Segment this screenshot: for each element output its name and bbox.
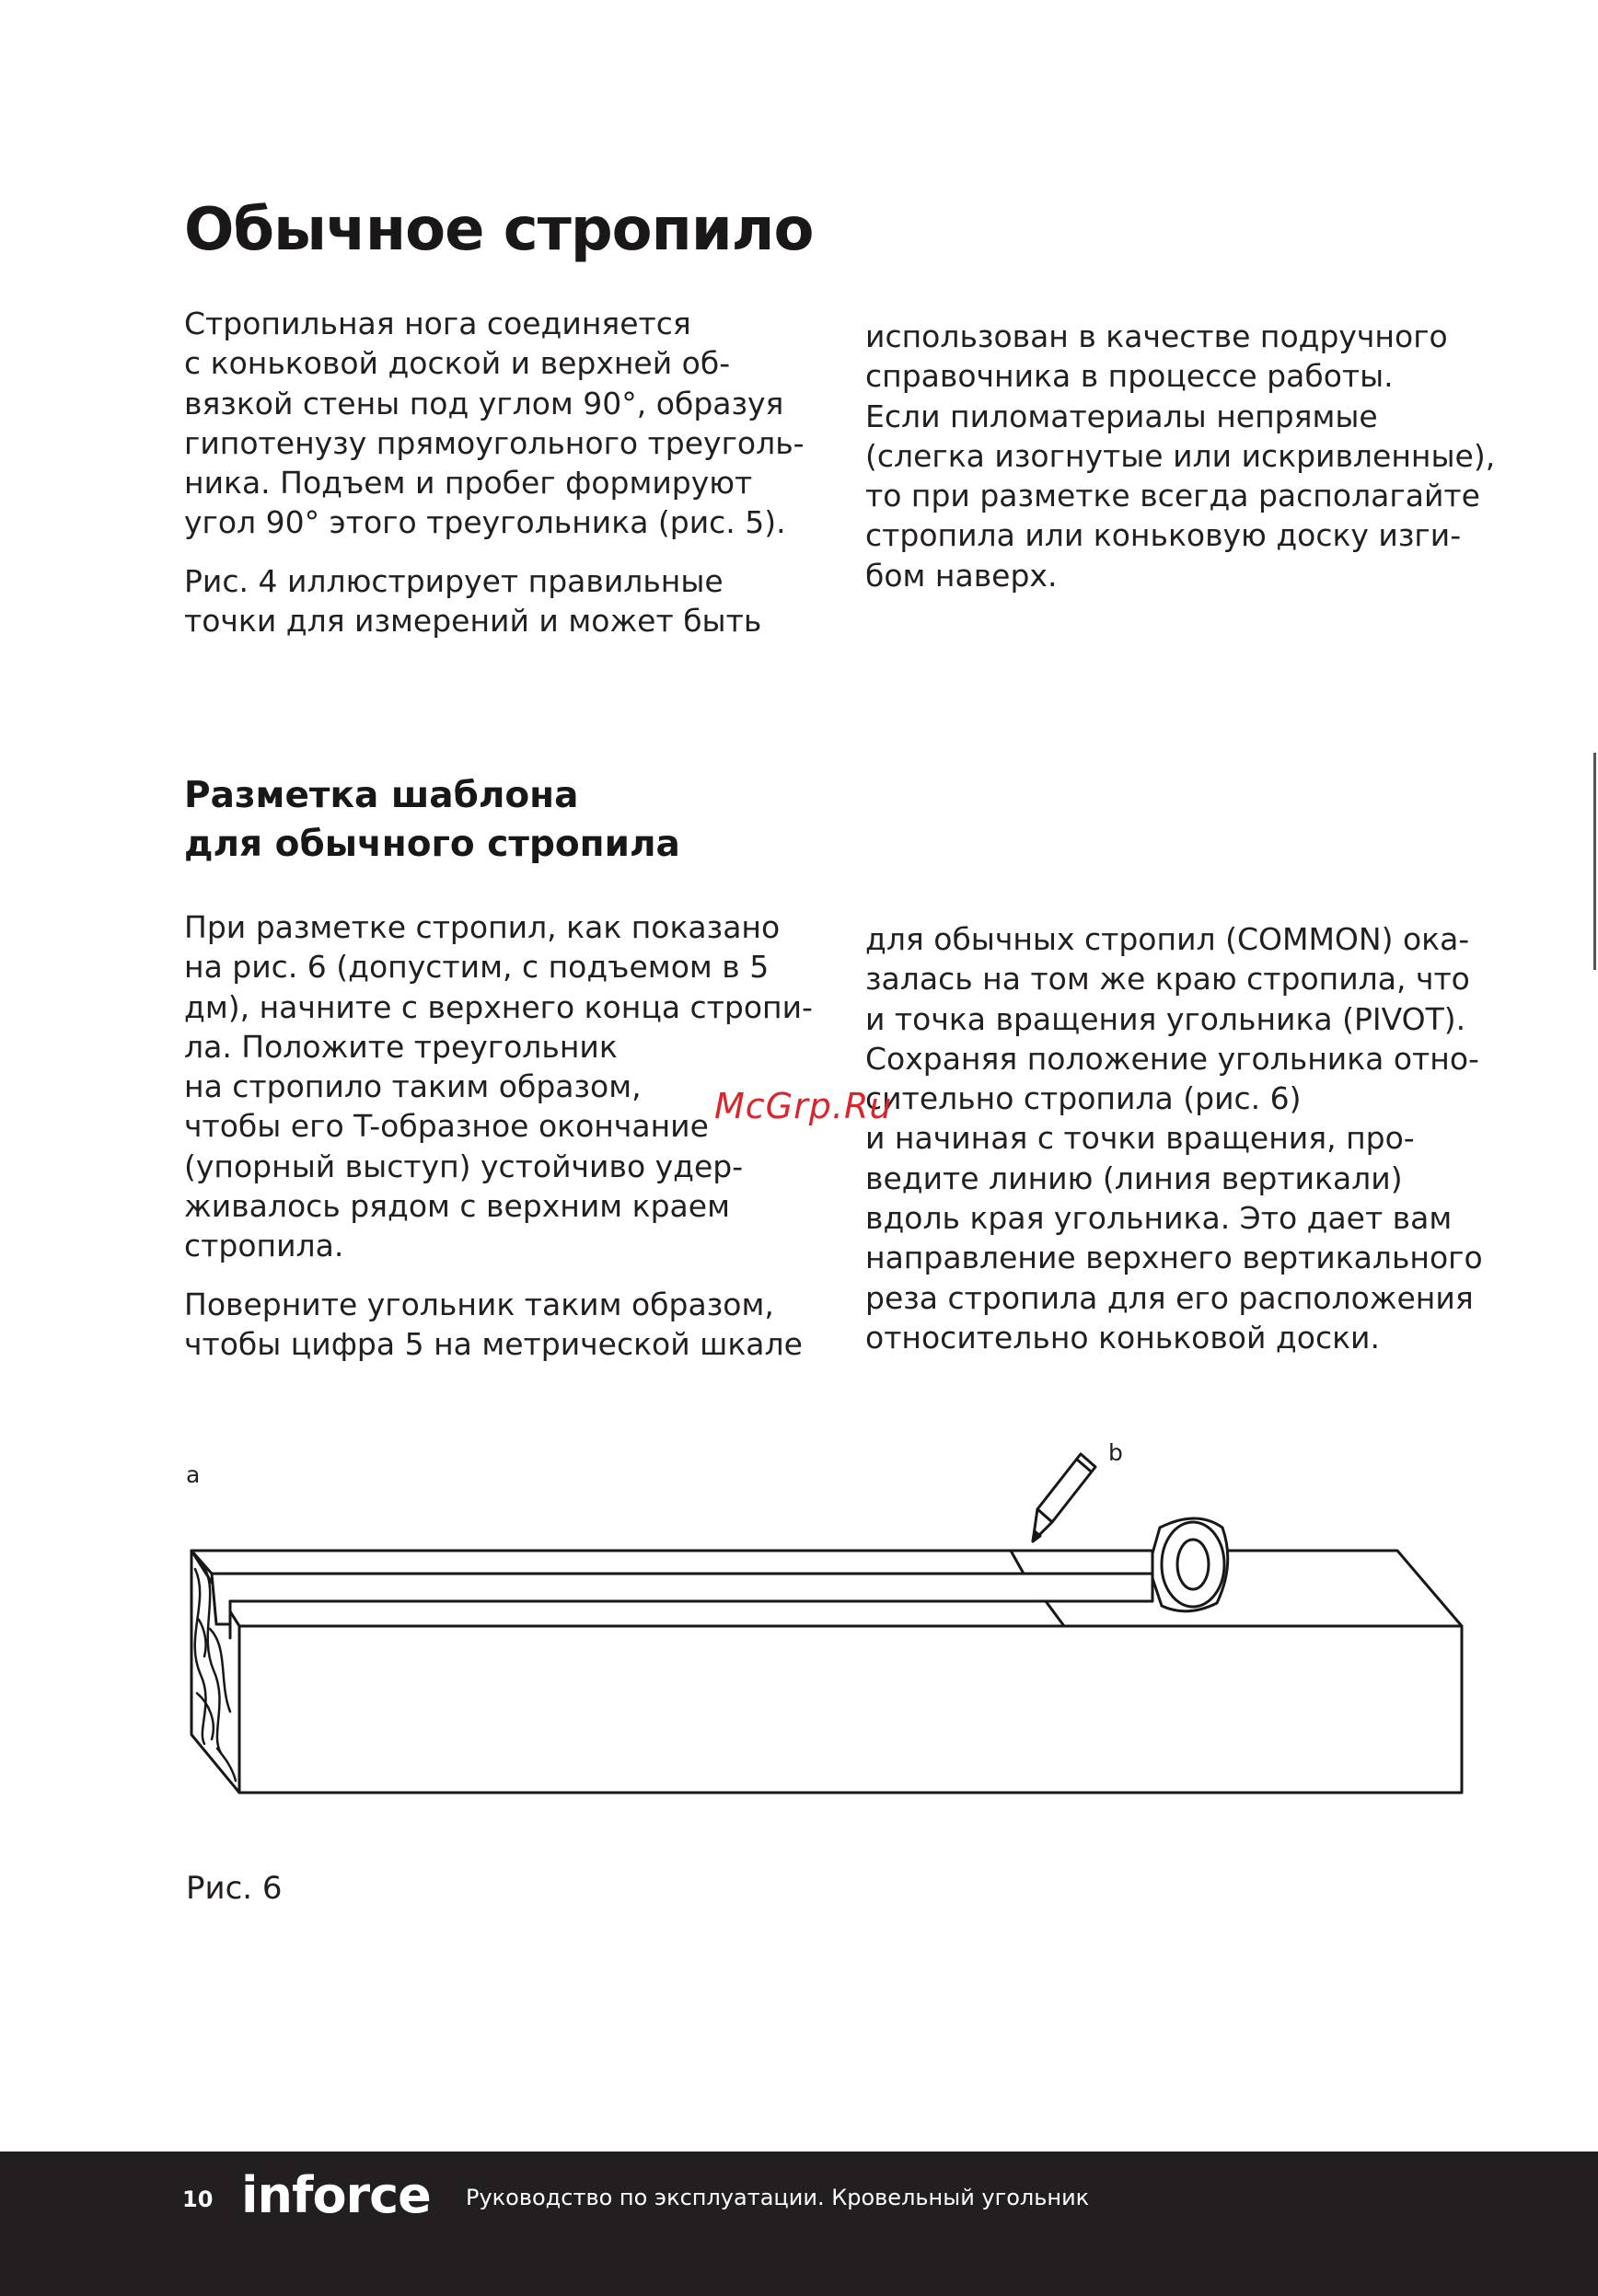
- text-line: угол 90° этого треугольника (рис. 5).: [184, 504, 786, 541]
- text-line: на рис. 6 (допустим, с подъемом в 5: [184, 949, 770, 986]
- heading-line: Разметка шаблона: [184, 775, 579, 816]
- text-line: с коньковой доской и верхней об-: [184, 345, 731, 382]
- rafter-illustration: [0, 1417, 1598, 1822]
- text-line: Рис. 4 иллюстрирует правильные: [184, 562, 724, 599]
- text-line: вдоль края угольника. Это дает вам: [865, 1200, 1453, 1237]
- text-line: точки для измерений и может быть: [184, 603, 762, 640]
- text-line: ника. Подъем и пробег формируют: [184, 465, 753, 502]
- text-line: ведите линию (линия вертикали): [865, 1160, 1403, 1196]
- text-line: (слегка изогнутые или искривленные),: [865, 437, 1496, 474]
- text-line: и точка вращения угольника (PIVOT).: [865, 1000, 1466, 1037]
- text-line: залась на том же краю стропила, что: [865, 961, 1470, 998]
- text-line: направление верхнего вертикального: [865, 1240, 1483, 1276]
- text-line: Стропильная нога соединяется: [184, 306, 691, 341]
- page-title: Обычное стропило: [184, 196, 814, 264]
- section2-right-column: [865, 919, 1528, 1357]
- text-line: бом наверх.: [865, 557, 1058, 594]
- text-line: и начиная с точки вращения, про-: [865, 1120, 1415, 1157]
- section2-left-column: [184, 907, 847, 1364]
- text-line: Если пиломатериалы непрямые: [865, 398, 1378, 434]
- text-line: чтобы цифра 5 на метрической шкале: [184, 1325, 803, 1362]
- text-line: относительно коньковой доски.: [865, 1319, 1380, 1356]
- page-edge-marker: [1593, 753, 1596, 970]
- paragraph: [184, 561, 847, 641]
- pencil-icon: [1033, 1454, 1095, 1541]
- text-line: чтобы его T-образное окончание: [184, 1108, 709, 1145]
- paragraph: [184, 304, 847, 543]
- heading-line: для обычного стропила: [184, 824, 680, 865]
- tape-measure-icon: [1152, 1518, 1228, 1611]
- brand-logo: inforce: [241, 2166, 431, 2224]
- document-title: Руководство по эксплуатации. Кровельный угольник: [466, 2185, 1090, 2210]
- figure-label-b: b: [1108, 1439, 1123, 1466]
- text-line: вязкой стены под углом 90°, образуя: [184, 385, 784, 421]
- watermark-link[interactable]: McGrp.Ru: [714, 1086, 893, 1126]
- text-line: Сохраняя положение угольника отно-: [865, 1040, 1479, 1077]
- figure-label-a: a: [186, 1461, 201, 1488]
- text-line: стропила или коньковую доску изги-: [865, 517, 1462, 554]
- text-line: реза стропила для его расположения: [865, 1279, 1474, 1316]
- text-line: стропила.: [184, 1228, 344, 1264]
- text-line: то при разметке всегда располагайте: [865, 478, 1480, 514]
- text-line: на стропило таким образом,: [184, 1068, 642, 1105]
- text-line: для обычных стропил (COMMON) ока-: [865, 921, 1470, 957]
- figure-caption: Рис. 6: [186, 1870, 283, 1907]
- text-line: гипотенузу прямоугольного треуголь-: [184, 424, 805, 461]
- page-number: 10: [182, 2186, 214, 2212]
- text-line: ла. Положите треугольник: [184, 1028, 618, 1065]
- paragraph: [184, 1285, 847, 1365]
- footer-bar: [0, 2152, 1598, 2296]
- text-line: При разметке стропил, как показано: [184, 909, 781, 945]
- text-line: живалось рядом с верхним краем: [184, 1188, 730, 1225]
- text-line: дм), начните с верхнего конца стропи-: [184, 988, 813, 1025]
- text-line: (упорный выступ) устойчиво удер-: [184, 1148, 744, 1184]
- text-line: Поверните угольник таким образом,: [184, 1286, 774, 1322]
- text-line: использован в качестве подручного: [865, 318, 1448, 354]
- section1-left-column: [184, 304, 847, 640]
- paragraph: [865, 317, 1528, 595]
- text-line: справочника в процессе работы.: [865, 358, 1394, 395]
- section1-right-column: [865, 317, 1528, 595]
- paragraph: [865, 919, 1528, 1357]
- text-line: сительно стропила (рис. 6): [865, 1080, 1302, 1117]
- section-heading: [184, 771, 680, 869]
